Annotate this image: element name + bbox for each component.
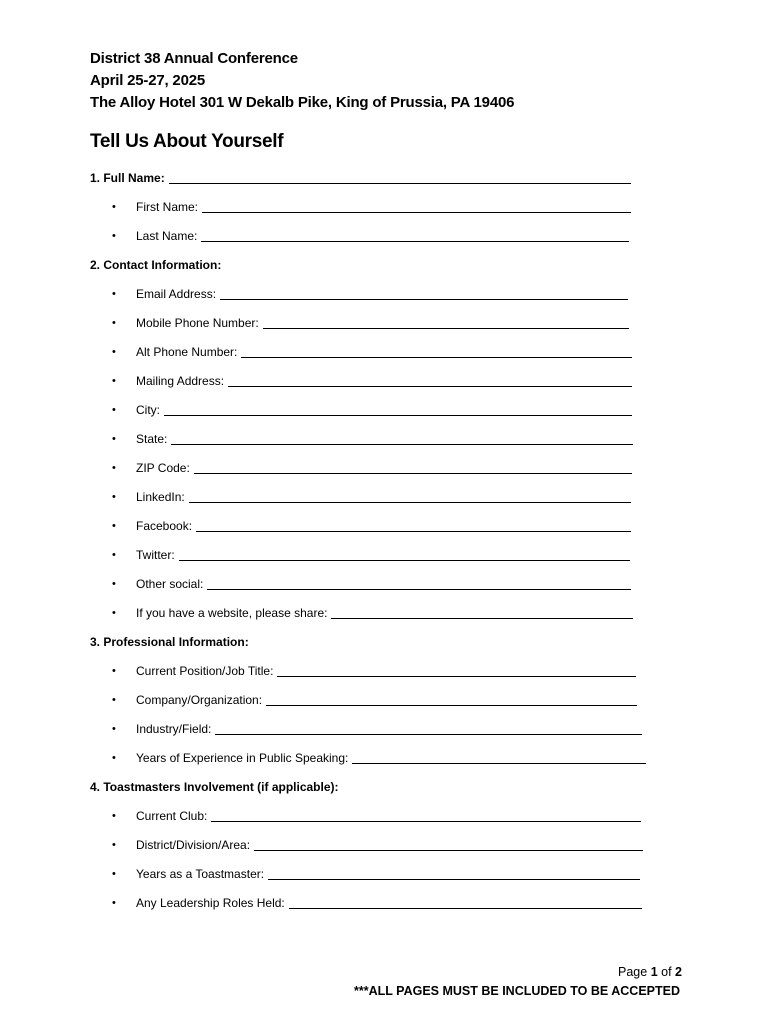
last-name-blank-line[interactable] — [201, 241, 629, 242]
full-name-heading: 1. Full Name: — [90, 171, 165, 185]
alt-phone-blank-line[interactable] — [241, 357, 632, 358]
bullet-icon: • — [112, 810, 116, 822]
bullet-icon: • — [112, 317, 116, 329]
mobile-phone-row — [112, 314, 629, 332]
first-name-label: First Name: — [136, 200, 199, 214]
linkedin-blank-line[interactable] — [189, 502, 631, 503]
toastmasters-heading: 4. Toastmasters Involvement (if applicable): — [90, 780, 339, 794]
alt-phone-row — [112, 343, 632, 361]
company-blank-line[interactable] — [266, 705, 637, 706]
city-label: City: — [136, 403, 160, 417]
company-label: Company/Organization: — [136, 693, 263, 707]
bullet-icon: • — [112, 462, 116, 474]
website-label: If you have a website, please share: — [136, 606, 328, 620]
district-division-area-label: District/Division/Area: — [136, 838, 251, 852]
email-blank-line[interactable] — [220, 299, 628, 300]
bullet-icon: • — [112, 607, 116, 619]
state-blank-line[interactable] — [171, 444, 633, 445]
zip-code-row — [112, 459, 632, 477]
company-row — [112, 691, 637, 709]
page-of: of — [661, 965, 672, 979]
other-social-row — [112, 575, 631, 593]
years-toastmaster-blank-line[interactable] — [268, 879, 640, 880]
speaking-experience-blank-line[interactable] — [352, 763, 646, 764]
footer-note: ***ALL PAGES MUST BE INCLUDED TO BE ACCEPTED — [354, 984, 680, 998]
bullet-icon: • — [112, 288, 116, 300]
last-name-row — [112, 227, 629, 245]
bullet-icon: • — [112, 694, 116, 706]
district-division-area-blank-line[interactable] — [254, 850, 643, 851]
bullet-icon: • — [112, 752, 116, 764]
industry-label: Industry/Field: — [136, 722, 212, 736]
bullet-icon: • — [112, 404, 116, 416]
city-blank-line[interactable] — [164, 415, 632, 416]
bullet-icon: • — [112, 520, 116, 532]
page-number — [618, 965, 682, 979]
full-name-heading-row — [90, 169, 631, 187]
facebook-blank-line[interactable] — [196, 531, 631, 532]
speaking-experience-row — [112, 749, 646, 767]
twitter-row — [112, 546, 630, 564]
mailing-address-blank-line[interactable] — [228, 386, 632, 387]
mobile-phone-blank-line[interactable] — [263, 328, 629, 329]
last-name-label: Last Name: — [136, 229, 198, 243]
job-title-blank-line[interactable] — [277, 676, 636, 677]
bullet-icon: • — [112, 375, 116, 387]
page-current: 1 — [650, 965, 658, 979]
speaking-experience-label: Years of Experience in Public Speaking: — [136, 751, 349, 765]
section-title: Tell Us About Yourself — [90, 131, 284, 152]
state-row — [112, 430, 633, 448]
years-toastmaster-label: Years as a Toastmaster: — [136, 867, 265, 881]
conference-dates: April 25-27, 2025 — [90, 72, 206, 89]
bullet-icon: • — [112, 201, 116, 213]
bullet-icon: • — [112, 230, 116, 242]
district-division-area-row — [112, 836, 643, 854]
page-word: Page — [618, 965, 648, 979]
conference-title: District 38 Annual Conference — [90, 50, 298, 67]
alt-phone-label: Alt Phone Number: — [136, 345, 238, 359]
current-club-blank-line[interactable] — [211, 821, 641, 822]
first-name-row — [112, 198, 631, 216]
leadership-roles-blank-line[interactable] — [289, 908, 642, 909]
zip-code-label: ZIP Code: — [136, 461, 190, 475]
toastmasters-heading-row — [90, 778, 339, 796]
first-name-blank-line[interactable] — [202, 212, 631, 213]
linkedin-label: LinkedIn: — [136, 490, 185, 504]
job-title-label: Current Position/Job Title: — [136, 664, 274, 678]
bullet-icon: • — [112, 549, 116, 561]
email-row — [112, 285, 628, 303]
industry-row — [112, 720, 642, 738]
professional-heading: 3. Professional Information: — [90, 635, 249, 649]
website-row — [112, 604, 633, 622]
bullet-icon: • — [112, 723, 116, 735]
bullet-icon: • — [112, 433, 116, 445]
bullet-icon: • — [112, 839, 116, 851]
professional-heading-row — [90, 633, 249, 651]
leadership-roles-label: Any Leadership Roles Held: — [136, 896, 285, 910]
website-blank-line[interactable] — [331, 618, 633, 619]
industry-blank-line[interactable] — [215, 734, 642, 735]
other-social-label: Other social: — [136, 577, 204, 591]
conference-venue: The Alloy Hotel 301 W Dekalb Pike, King of Prussia, PA 19406 — [90, 94, 515, 111]
job-title-row — [112, 662, 636, 680]
city-row — [112, 401, 632, 419]
bullet-icon: • — [112, 897, 116, 909]
mailing-address-row — [112, 372, 632, 390]
bullet-icon: • — [112, 578, 116, 590]
bullet-icon: • — [112, 868, 116, 880]
twitter-label: Twitter: — [136, 548, 175, 562]
bullet-icon: • — [112, 491, 116, 503]
twitter-blank-line[interactable] — [179, 560, 630, 561]
mailing-address-label: Mailing Address: — [136, 374, 225, 388]
linkedin-row — [112, 488, 631, 506]
other-social-blank-line[interactable] — [207, 589, 631, 590]
bullet-icon: • — [112, 346, 116, 358]
leadership-roles-row — [112, 894, 642, 912]
facebook-label: Facebook: — [136, 519, 193, 533]
contact-heading: 2. Contact Information: — [90, 258, 222, 272]
page-total: 2 — [675, 965, 682, 979]
state-label: State: — [136, 432, 168, 446]
contact-heading-row — [90, 256, 221, 274]
mobile-phone-label: Mobile Phone Number: — [136, 316, 259, 330]
current-club-label: Current Club: — [136, 809, 208, 823]
years-toastmaster-row — [112, 865, 640, 883]
zip-code-blank-line[interactable] — [194, 473, 632, 474]
bullet-icon: • — [112, 665, 116, 677]
email-label: Email Address: — [136, 287, 217, 301]
full-name-blank-line[interactable] — [169, 183, 631, 184]
current-club-row — [112, 807, 641, 825]
facebook-row — [112, 517, 631, 535]
document-header — [90, 48, 514, 114]
